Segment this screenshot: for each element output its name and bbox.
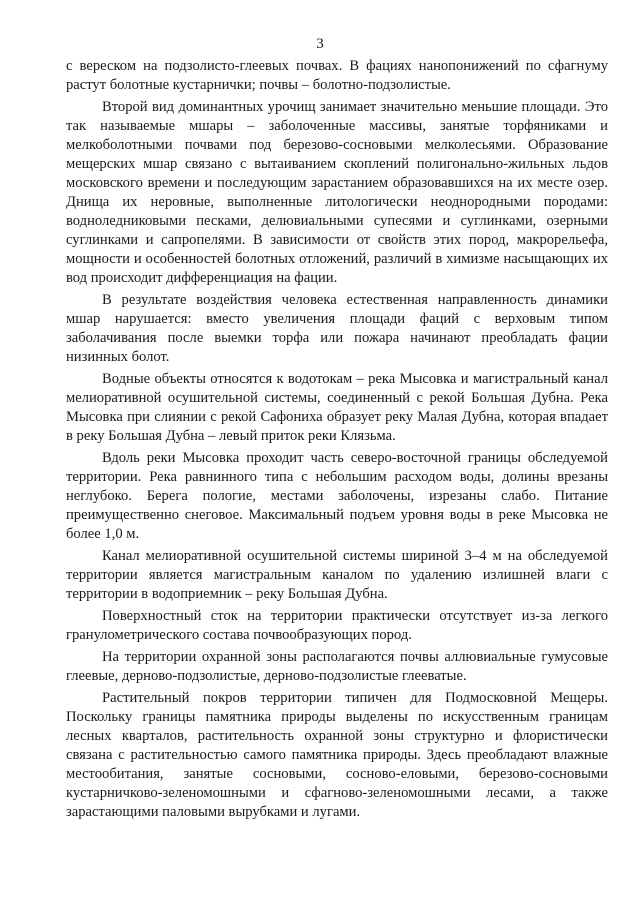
page-number: 3 xyxy=(316,36,324,52)
paragraph: Вдоль реки Мысовка проходит часть северо-восточной границы обследуемой территории. Река равнинного типа с небольшим расходом воды, долины врезаны неглубоко. Берега пологие, местами заболочены, изрезаны слабо. Питание преимущественно снеговое. Максимальный подъем уровня воды в реке Мысовка не более 1,0 м. xyxy=(66,450,608,542)
paragraph: Водные объекты относятся к водотокам – река Мысовка и магистральный канал мелиоративной осушительной системы, соединенный с рекой Большая Дубна. Река Мысовка при слиянии с рекой Сафониха образует реку Малая Дубна, которая впадает в реку Большая Дубна – левый приток реки Клязьма. xyxy=(66,371,608,444)
paragraph: Канал мелиоративной осушительной системы шириной 3–4 м на обследуемой территории является магистральным каналом по удалению излишней влаги с территории в водоприемник – реку Большая Дубна. xyxy=(66,548,608,602)
paragraph: Растительный покров территории типичен для Подмосковной Мещеры. Поскольку границы памятника природы выделены по искусственным границам лесных кварталов, растительность охранной зоны структурно и флористически связана с растительностью самого памятника природы. Здесь преобладают влажные местообитания, занятые сосновыми, сосново-еловыми, березово-сосновыми кустарничково-зеленомошными и сфагново-зеленомошными лесами, а также зарастающими паловыми вырубками и лугами. xyxy=(66,690,608,820)
paragraph: с вереском на подзолисто-глеевых почвах. В фациях нанопонижений по сфагнуму растут болотные кустарнички; почвы – болотно-подзолистые. xyxy=(66,58,608,93)
document-body xyxy=(66,57,608,825)
paragraph: Второй вид доминантных урочищ занимает значительно меньшие площади. Это так называемые мшары – заболоченные массивы, занятые торфяниками и мелкоболотными почвами под березово-сосновыми мелколесьями. Образование мещерских мшар связано с вытаиванием скоплений полигонально-жильных льдов московского времени и последующим зарастанием образовавшихся на их месте озер. Днища их неровные, выполненные литологически неоднородными породами: водноледниковыми песками, делювиальными супесями и суглинками, озерными суглинками и сапропелями. В зависимости от свойств этих пород, макрорельефа, мощности и особенностей болотных отложений, различий в химизме насыщающих их вод происходит дифференциация на фации. xyxy=(66,99,608,286)
paragraph: Поверхностный сток на территории практически отсутствует из-за легкого гранулометрического состава почвообразующих пород. xyxy=(66,608,608,643)
paragraph: На территории охранной зоны располагаются почвы аллювиальные гумусовые глеевые, дерново-подзолистые, дерново-подзолистые глееватые. xyxy=(66,649,608,684)
paragraph: В результате воздействия человека естественная направленность динамики мшар нарушается: вместо увеличения площади фаций с верховым типом заболачивания после выемки торфа или пожара начинают преобладать фации низинных болот. xyxy=(66,292,608,365)
